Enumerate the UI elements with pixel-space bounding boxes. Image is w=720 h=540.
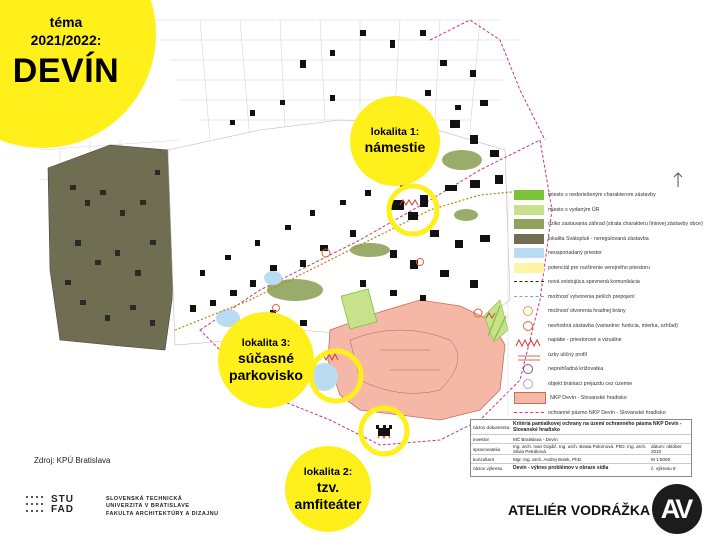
locality-3-name-line-1: súčasné bbox=[237, 349, 295, 366]
green-zone-3 bbox=[350, 243, 390, 257]
legend-symbol-icon bbox=[514, 248, 544, 258]
legend-label: miesto s nedoriešeným charakterom zástavby bbox=[548, 192, 656, 199]
title-block-extra: M 1:5000 bbox=[651, 456, 671, 462]
legend-symbol-icon bbox=[514, 379, 544, 389]
legend-symbol-icon bbox=[514, 219, 544, 229]
map-legend bbox=[514, 188, 710, 420]
legend-label: riziko zastavania záhrad (strata charakteru líniovej zástavby obce) bbox=[548, 221, 703, 228]
theme-title: DEVÍN bbox=[12, 52, 120, 90]
legend-label: nová existujúca spevnená komunikácia bbox=[548, 279, 640, 286]
legend-row bbox=[514, 391, 710, 406]
title-block-row bbox=[471, 455, 691, 464]
title-block-value: Ing. arch. Ivan Gojdič, Ing. arch. Beata Polomová, PhD. Ing. arch. Silvia Petráková bbox=[513, 444, 647, 454]
stu-name bbox=[106, 496, 219, 518]
title-block-value: Kritériá pamiatkovej ochrany na území ochranného pásma NKP Devín - Slovanské hradisko bbox=[513, 421, 682, 433]
legend-symbol-icon bbox=[514, 321, 544, 331]
legend-symbol-icon bbox=[514, 234, 544, 244]
legend-row bbox=[514, 232, 710, 247]
locality-2-name-line-2: amfiteáter bbox=[294, 495, 362, 512]
legend-symbol-icon bbox=[514, 292, 544, 302]
title-block-value: Devín - výkres problémov v obraze sídla bbox=[513, 465, 609, 471]
legend-label: NKP Devín - Slovanské hradisko bbox=[550, 395, 627, 402]
castle-icon bbox=[376, 425, 392, 436]
title-block-row bbox=[471, 420, 691, 435]
legend-row bbox=[514, 406, 710, 421]
green-zone-4 bbox=[454, 209, 478, 221]
legend-symbol-icon bbox=[514, 277, 544, 287]
legend-row bbox=[514, 362, 710, 377]
legend-label: lokalita Svätopluk - neregulovaná zástavba bbox=[548, 235, 649, 242]
stu-mark-line-1: STU bbox=[51, 494, 74, 505]
av-logo bbox=[652, 484, 702, 534]
title-block-value: Mgr. Ing. arch. Andrej Bolek, PhD. bbox=[513, 456, 583, 462]
stu-name-line-1: SLOVENSKÁ TECHNICKÁ bbox=[106, 496, 183, 502]
locality-2-name-line-1: tzv. bbox=[316, 478, 340, 495]
legend-label: potenciál pre rozšírenie verejného priestoru bbox=[548, 264, 650, 271]
stu-dots-icon bbox=[26, 494, 46, 516]
locality-3-bubble bbox=[218, 312, 314, 408]
legend-row bbox=[514, 348, 710, 363]
title-block-extra: dátum: október 2010 bbox=[651, 444, 682, 454]
legend-label: úzky uličný profil bbox=[548, 351, 587, 358]
legend-symbol-icon bbox=[514, 364, 544, 374]
legend-row bbox=[514, 246, 710, 261]
legend-row bbox=[514, 217, 710, 232]
legend-row bbox=[514, 188, 710, 203]
locality-1-name: námestie bbox=[364, 139, 426, 155]
legend-row bbox=[514, 319, 710, 334]
stu-name-line-2: UNIVERZITA V BRATISLAVE bbox=[106, 503, 190, 510]
legend-symbol-icon bbox=[514, 350, 544, 360]
legend-symbol-icon bbox=[514, 335, 544, 345]
title-block-row bbox=[471, 435, 691, 444]
title-block-extra: č. výkresu 8 bbox=[651, 465, 676, 471]
legend-row bbox=[514, 261, 710, 276]
locality-3-name-line-2: parkovisko bbox=[229, 366, 303, 383]
svatopluk-area bbox=[48, 145, 175, 350]
title-block-key: konzultant bbox=[473, 456, 494, 462]
green-zone-1 bbox=[442, 150, 482, 170]
av-logo-text: AV bbox=[660, 493, 691, 524]
legend-symbol-icon bbox=[514, 190, 544, 200]
legend-label: neusporiadaný priestor bbox=[548, 250, 602, 257]
legend-row bbox=[514, 377, 710, 392]
locality-3-label: lokalita 3: bbox=[241, 336, 291, 349]
legend-symbol-icon bbox=[514, 408, 544, 418]
title-block-key: investor bbox=[473, 436, 490, 442]
source-note: Zdroj: KPÚ Bratislava bbox=[34, 456, 111, 465]
locality-1-label: lokalita 1: bbox=[370, 126, 420, 138]
locality-2-label: lokalita 2: bbox=[303, 465, 353, 478]
title-block-value: MČ Bratislava - Devín bbox=[513, 436, 558, 442]
stu-name-line-3: FAKULTA ARCHITEKTÚRY A DIZAJNU bbox=[106, 510, 219, 517]
stu-mark bbox=[51, 495, 74, 515]
stu-mark-line-2: FAD bbox=[51, 504, 74, 515]
theme-line-1: téma bbox=[49, 14, 83, 30]
legend-label: neprehľadná križovatka bbox=[548, 366, 604, 373]
locality-2-bubble bbox=[285, 446, 371, 532]
title-block-key: názov dokumentu: bbox=[473, 424, 511, 430]
legend-symbol-icon bbox=[514, 263, 544, 273]
legend-label: možnosť otvorenia hradnej brány bbox=[548, 308, 626, 315]
north-arrow-icon bbox=[672, 172, 684, 188]
legend-row bbox=[514, 203, 710, 218]
legend-symbol-icon bbox=[514, 205, 544, 215]
title-block-key: spracovatelia bbox=[473, 446, 501, 452]
legend-label: možnosť vytvorenia peších prepojení bbox=[548, 293, 635, 300]
legend-label: napätie - priestorové a vizuálne bbox=[548, 337, 622, 344]
legend-label: ochranné pásmo NKP Devín - Slovanské hradisko bbox=[548, 409, 666, 416]
locality-1-bubble bbox=[350, 96, 440, 186]
legend-label: objekt brániaci prejazdu cez územie bbox=[548, 380, 633, 387]
title-block-row bbox=[471, 444, 691, 455]
drawing-title-block bbox=[470, 419, 692, 477]
legend-symbol-icon bbox=[514, 306, 544, 316]
legend-row bbox=[514, 290, 710, 305]
title-block-row bbox=[471, 464, 691, 472]
legend-label: nevhodná zástavba (variantne: funkcia, mierka, vzhľad) bbox=[548, 322, 678, 329]
legend-row bbox=[514, 304, 710, 319]
legend-row bbox=[514, 333, 710, 348]
title-block-key: názov výkresu bbox=[473, 465, 503, 471]
legend-label: miesto s vydaným ÚR bbox=[548, 206, 600, 213]
legend-symbol-icon bbox=[514, 392, 546, 404]
theme-line-2: 2021/2022: bbox=[30, 32, 102, 48]
blue-zone-2 bbox=[264, 271, 282, 285]
stu-logo bbox=[26, 494, 74, 516]
atelier-name: ATELIÉR VODRÁŽKA bbox=[508, 502, 651, 518]
legend-row bbox=[514, 275, 710, 290]
